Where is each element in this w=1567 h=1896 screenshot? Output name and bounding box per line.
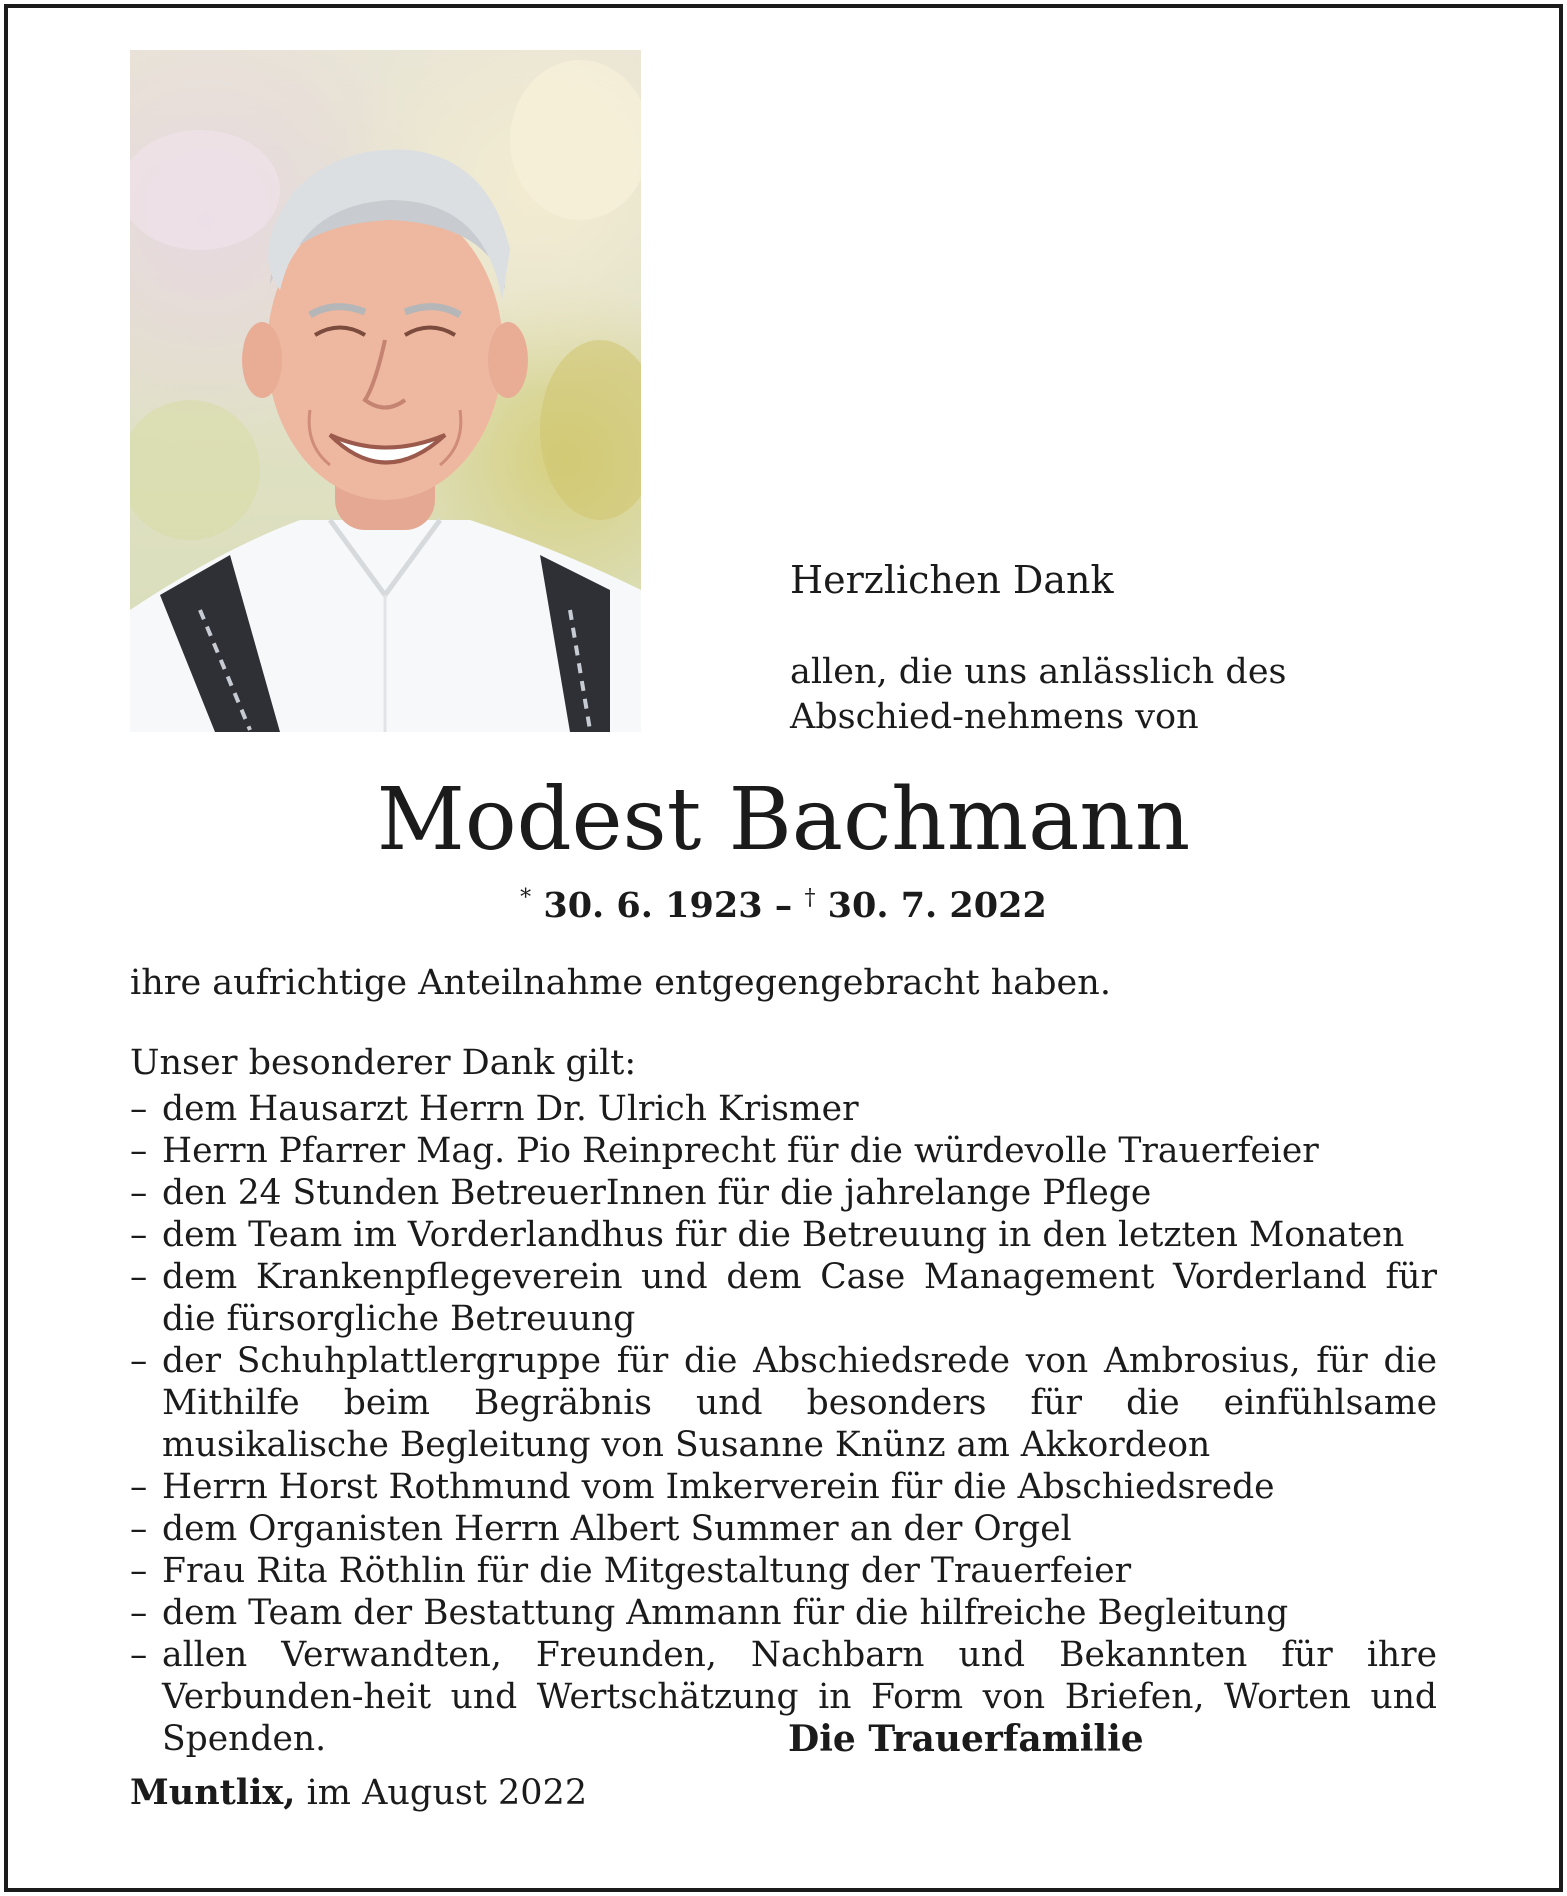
signature: Die Trauerfamilie bbox=[788, 1718, 1144, 1760]
list-item: – dem Organisten Herrn Albert Summer an der Orgel bbox=[130, 1508, 1437, 1550]
portrait-photo bbox=[130, 50, 641, 732]
list-item: – dem Krankenpflegeverein und dem Case Management Vorderland für die fürsorgliche Betreuung bbox=[130, 1256, 1437, 1340]
list-item: – Herrn Pfarrer Mag. Pio Reinprecht für die würdevolle Trauerfeier bbox=[130, 1130, 1437, 1172]
birth-date: 30. 6. 1923 bbox=[543, 885, 763, 926]
thanks-heading: Herzlichen Dank bbox=[790, 558, 1114, 602]
place-date bbox=[130, 1772, 587, 1813]
death-date: 30. 7. 2022 bbox=[827, 885, 1047, 926]
list-item: – Herrn Horst Rothmund vom Imkerverein für die Abschiedsrede bbox=[130, 1466, 1437, 1508]
place-town: Muntlix, bbox=[130, 1772, 296, 1813]
birth-symbol: * bbox=[520, 885, 532, 911]
sympathy-text: ihre aufrichtige Anteilnahme entgegengebracht haben. bbox=[130, 963, 1111, 1003]
list-item: – allen Verwandten, Freunden, Nachbarn und Bekannten für ihre Verbunden-heit und Wertschätzung in Form von Briefen, Worten und Spenden. bbox=[130, 1634, 1437, 1760]
list-item: – dem Team im Vorderlandhus für die Betreuung in den letzten Monaten bbox=[130, 1214, 1437, 1256]
list-item: – Frau Rita Röthlin für die Mitgestaltung der Trauerfeier bbox=[130, 1550, 1437, 1592]
portrait-illustration bbox=[130, 50, 641, 732]
date-separator: – bbox=[774, 885, 793, 926]
thanks-list-intro: Unser besonderer Dank gilt: bbox=[130, 1043, 637, 1083]
death-symbol: † bbox=[804, 885, 816, 911]
place-month: im August 2022 bbox=[306, 1773, 588, 1813]
list-item: – dem Hausarzt Herrn Dr. Ulrich Krismer bbox=[130, 1088, 1437, 1130]
thanks-list bbox=[130, 1088, 1437, 1760]
list-item: – den 24 Stunden BetreuerInnen für die jahrelange Pflege bbox=[130, 1172, 1437, 1214]
intro-text: allen, die uns anlässlich des Abschied-nehmens von bbox=[790, 652, 1287, 737]
list-item: – der Schuhplattlergruppe für die Abschiedsrede von Ambrosius, für die Mithilfe beim Begräbnis und besonders für die einfühlsame musikalische Begleitung von Susanne Knünz am Akkordeon bbox=[130, 1340, 1437, 1466]
life-dates bbox=[0, 885, 1567, 926]
deceased-name: Modest Bachmann bbox=[376, 770, 1191, 870]
list-item: – dem Team der Bestattung Ammann für die hilfreiche Begleitung bbox=[130, 1592, 1437, 1634]
